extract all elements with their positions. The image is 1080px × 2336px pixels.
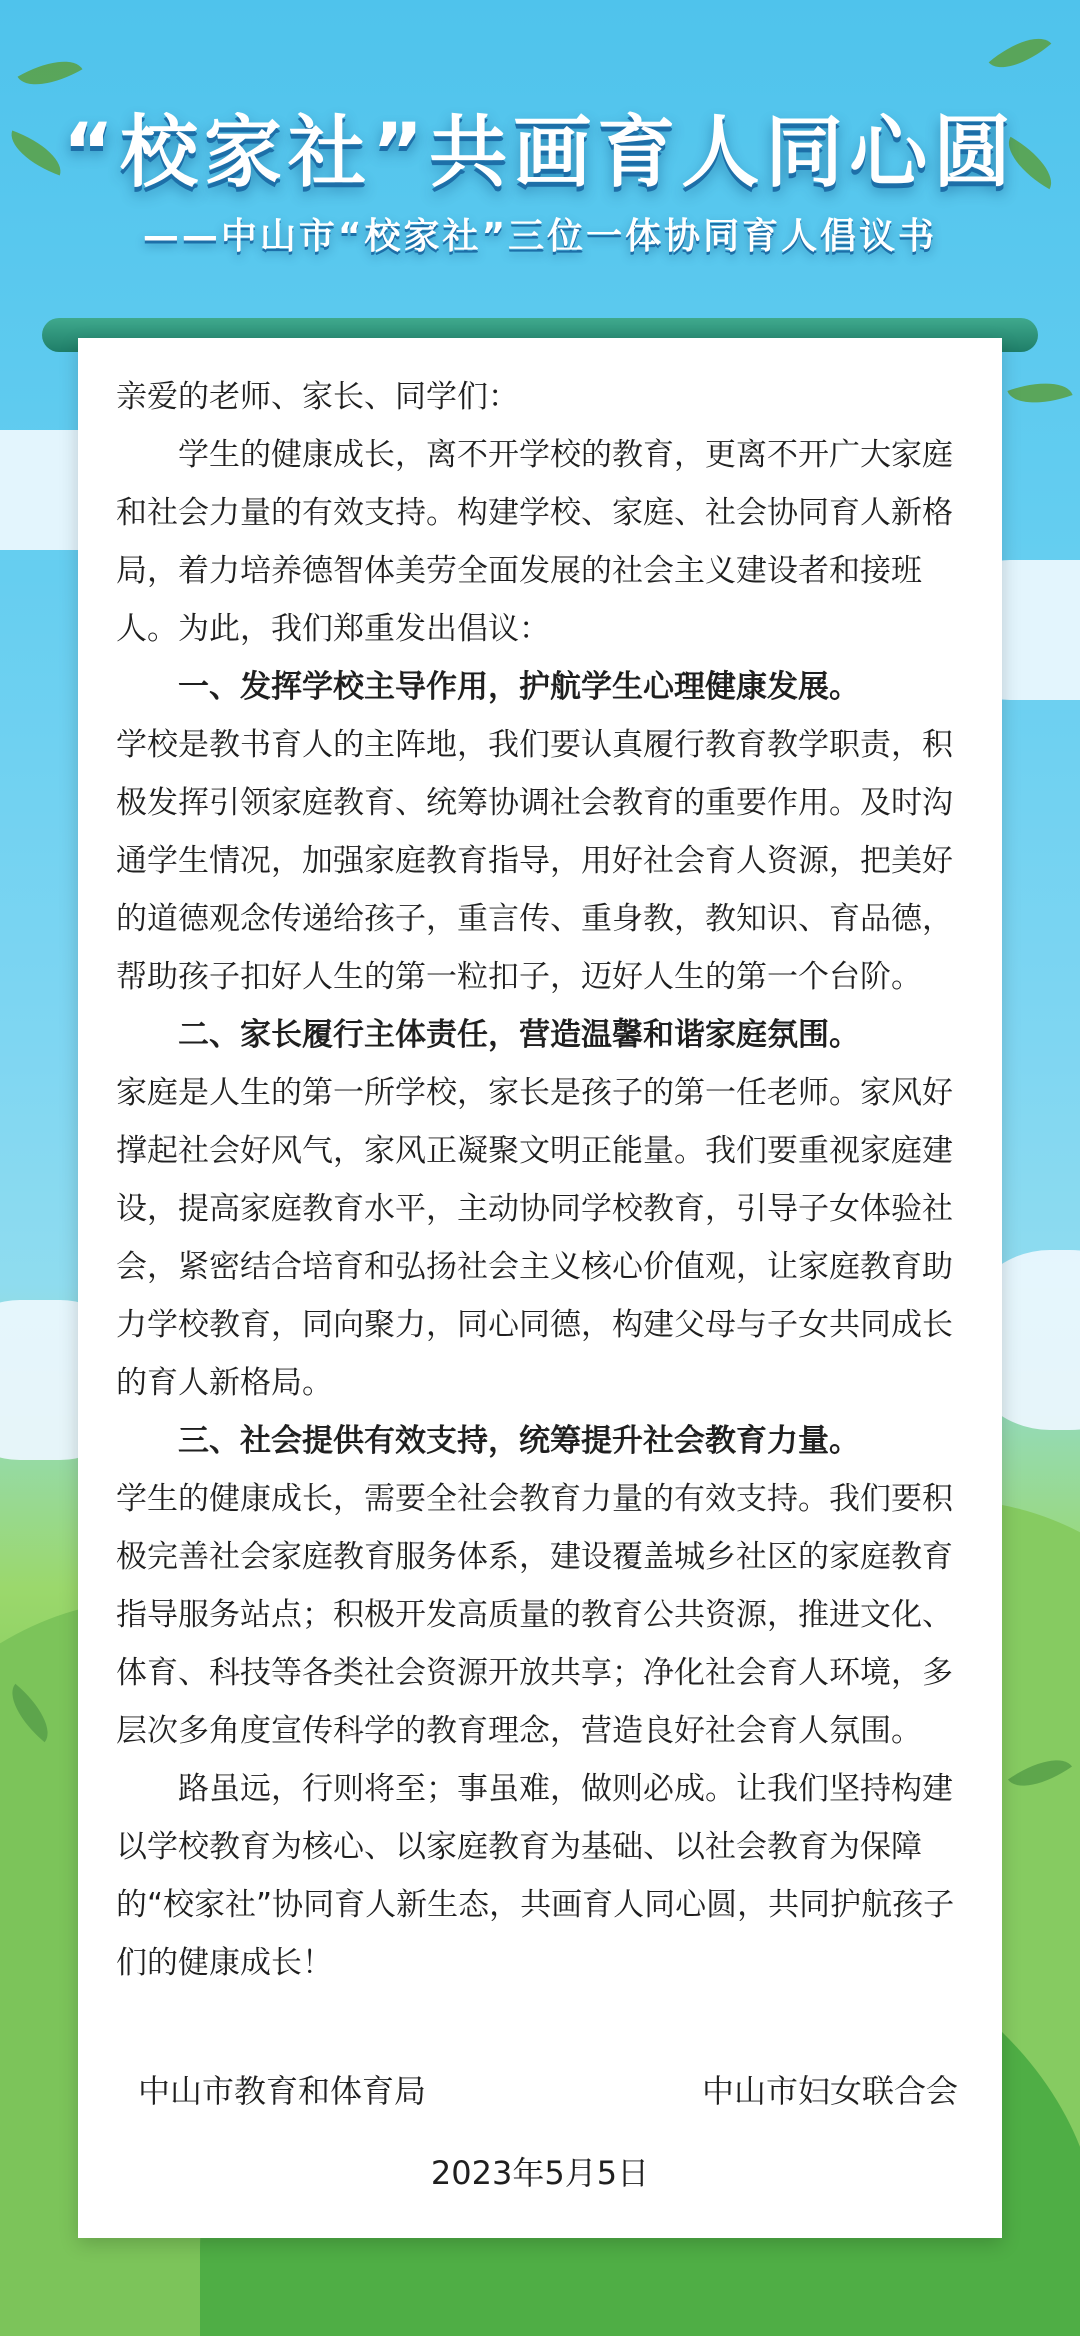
section-1-body: 学校是教书育人的主阵地，我们要认真履行教育教学职责，积极发挥引领家庭教育、统筹协调社会教育的重要作用。及时沟通学生情况，加强家庭教育指导，用好社会育人资源，把美好的道德观念传递给孩子，重言传、重身教，教知识、育品德，帮助孩子扣好人生的第一粒扣子，迈好人生的第一个台阶。 — [116, 727, 953, 995]
greeting: 亲爱的老师、家长、同学们： — [116, 379, 519, 415]
intro-paragraph: 学生的健康成长，离不开学校的教育，更离不开广大家庭和社会力量的有效支持。构建学校、家庭、社会协同育人新格局，着力培养德智体美劳全面发展的社会主义建设者和接班人。为此，我们郑重发出倡议： — [116, 437, 953, 647]
section-2-body: 家庭是人生的第一所学校，家长是孩子的第一任老师。家风好撑起社会好风气，家风正凝聚文明正能量。我们要重视家庭建设，提高家庭教育水平，主动协同学校教育，引导子女体验社会，紧密结合培育和弘扬社会主义核心价值观，让家庭教育助力学校教育，同向聚力，同心同德，构建父母与子女共同成长的育人新格局。 — [116, 1075, 953, 1401]
letter-body — [116, 368, 966, 1992]
section-3-body: 学生的健康成长，需要全社会教育力量的有效支持。我们要积极完善社会家庭教育服务体系，建设覆盖城乡社区的家庭教育指导服务站点；积极开发高质量的教育公共资源，推进文化、体育、科技等各类社会资源开放共享；净化社会育人环境，多层次多角度宣传科学的教育理念，营造良好社会育人氛围。 — [116, 1481, 953, 1749]
signers — [138, 2066, 958, 2126]
signer-women-federation: 中山市妇女联合会 — [701, 2072, 958, 2110]
section-3-heading: 三、社会提供有效支持，统筹提升社会教育力量。 — [178, 1423, 860, 1459]
signer-education-bureau: 中山市教育和体育局 — [138, 2072, 427, 2110]
letter-paper — [78, 338, 1002, 2238]
leaf-icon — [1007, 371, 1072, 416]
closing-paragraph: 路虽远，行则将至；事虽难，做则必成。让我们坚持构建以学校教育为核心、以家庭教育为基础、以社会教育为保障的“校家社”协同育人新生态，共画育人同心圆，共同护航孩子们的健康成长！ — [116, 1771, 955, 1981]
page-subtitle: ——中山市“校家社”三位一体协同育人倡议书 — [142, 216, 938, 257]
letter-date: 2023年5月5日 — [430, 2154, 650, 2192]
section-2-heading: 二、家长履行主体责任，营造温馨和谐家庭氛围。 — [178, 1017, 860, 1053]
header — [0, 0, 1080, 320]
section-1-heading: 一、发挥学校主导作用，护航学生心理健康发展。 — [178, 669, 860, 705]
page-title: “校家社”共画育人同心圆 — [62, 108, 1018, 198]
